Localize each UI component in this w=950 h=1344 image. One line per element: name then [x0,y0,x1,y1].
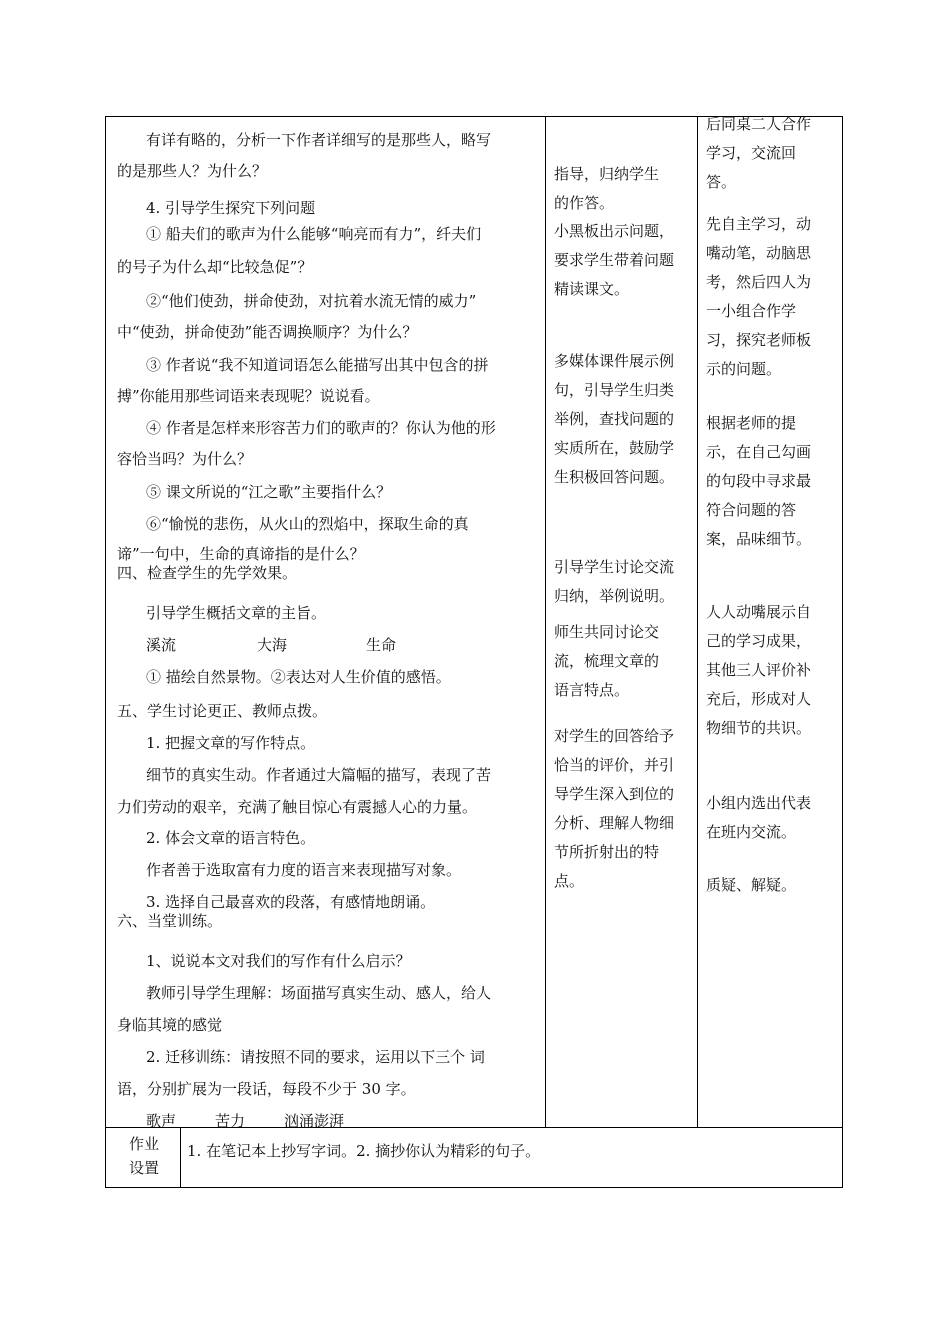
text-line: 身临其境的感觉 [117,1016,223,1034]
text-line: 答。 [706,173,737,191]
text-line: 节所折射出的特 [554,843,660,861]
text-line: ⑤ 课文所说的“江之歌”主要指什么？ [146,483,392,501]
text-line: 归纳，举例说明。 [554,587,675,605]
text-line: ②“他们使劲，拼命使劲，对抗着水流无情的威力” [146,292,477,310]
homework-label-divider [180,1127,181,1188]
teacher-block [554,722,690,896]
homework-label-line: 设置 [128,1159,159,1177]
teacher-block [554,217,690,304]
text-line: 句，引导学生归类 [554,381,675,399]
text-line: 先自主学习，动 [706,215,812,233]
column-divider-1 [545,116,546,1128]
table-border-bottom [105,1187,843,1188]
text-line: 符合问题的答 [706,501,797,519]
text-line: 的是那些人？为什么？ [117,162,268,180]
text-line: 考，然后四人为 [706,273,812,291]
text-line: 一小组合作学 [706,302,797,320]
text-line: 精读课文。 [554,280,630,298]
text-line: 根据老师的提 [706,414,797,432]
text-line: 恰当的评价，并引 [554,756,675,774]
text-line: 对学生的回答给予 [554,727,675,745]
student-block [706,110,834,197]
text-line: 点。 [554,872,585,890]
text-line: 语，分别扩展为一段话，每段不少于 30 字。 [117,1080,416,1098]
text-line: 人人动嘴展示自 [706,603,812,621]
text-line: 的句段中寻求最 [706,472,812,490]
text-line: ④ 作者是怎样来形容苦力们的歌声的？你认为他的形 [146,419,496,437]
text-line: 的号子为什么却“比较急促”？ [117,258,313,276]
keyword: 歌声 [146,1112,177,1130]
text-line: 学习，交流回 [706,144,797,162]
text-line: 物细节的共识。 [706,719,812,737]
text-line: 2. 迁移训练：请按照不同的要求，运用以下三个 词 [146,1048,485,1066]
table-border-left [105,116,106,1188]
text-line: 教师引导学生理解：场面描写真实生动、感人，给人 [146,984,492,1002]
text-line: 小黑板出示问题， [554,222,675,240]
text-line: 有详有略的，分析一下作者详细写的是那些人，略写 [146,131,492,149]
text-line: 谛”一句中，生命的真谛指的是什么？ [117,545,365,563]
teacher-block [554,618,690,705]
teacher-block [554,553,690,611]
keyword: 溪流 [146,636,177,654]
text-line: ③ 作者说“我不知道词语怎么能描写出其中包含的拼 [146,356,489,374]
text-line: 的作答。 [554,194,615,212]
text-line: ⑥“愉悦的悲伤，从火山的烈焰中，探取生命的真 [146,515,469,533]
text-line: 案，品味细节。 [706,530,812,548]
text-line: 1、说说本文对我们的写作有什么启示？ [146,952,411,970]
text-line: 习，探究老师板 [706,331,812,349]
text-line: 引导学生概括文章的主旨。 [146,604,327,622]
text-line: 引导学生讨论交流 [554,558,675,576]
student-block [706,598,834,743]
text-line: 4. 引导学生探究下列问题 [146,199,316,217]
column-divider-2 [697,116,698,1128]
text-line: 导学生深入到位的 [554,785,675,803]
text-line: 生积极回答问题。 [554,468,675,486]
keyword: 生命 [366,636,397,654]
text-line: 其他三人评价补 [706,661,812,679]
section-heading: 五、学生讨论更正、教师点拨。 [117,702,328,720]
student-block [706,789,834,847]
text-line: 实质所在，鼓励学 [554,439,675,457]
homework-content: 1. 在笔记本上抄写字词。2. 摘抄你认为精彩的句子。 [187,1142,541,1160]
table-border-right [842,116,843,1188]
text-line: 搏”你能用那些词语来表现呢？说说看。 [117,387,380,405]
text-line: 示，在自己勾画 [706,443,812,461]
text-line: 己的学习成果， [706,632,812,650]
text-line: 在班内交流。 [706,823,797,841]
keyword: 苦力 [215,1112,246,1130]
text-line: 容恰当吗？为什么？ [117,450,253,468]
text-line: 中“使劲，拼命使劲”能否调换顺序？为什么？ [117,323,418,341]
text-line: 要求学生带着问题 [554,251,675,269]
teacher-block [554,160,690,218]
teacher-block [554,347,690,492]
text-line: 作者善于选取富有力度的语言来表现描写对象。 [146,861,462,879]
student-block [706,871,834,900]
section-heading: 四、检查学生的先学效果。 [117,564,298,582]
text-line: 指导，归纳学生 [554,165,660,183]
text-line: 举例，查找问题的 [554,410,675,428]
section-heading: 六、当堂训练。 [117,912,223,930]
keyword: 汹涌澎湃 [284,1112,345,1130]
homework-label [108,1132,180,1180]
text-line: 1. 把握文章的写作特点。 [146,734,316,752]
text-line: 师生共同讨论交 [554,623,660,641]
text-line: 嘴动笔，动脑思 [706,244,812,262]
text-line: 语言特点。 [554,681,630,699]
keyword: 大海 [257,636,288,654]
homework-label-line: 作业 [128,1135,159,1153]
text-line: 分析、理解人物细 [554,814,675,832]
text-line: 后同桌二人合作 [706,115,812,133]
text-line: 3. 选择自己最喜欢的段落，有感情地朗诵。 [146,893,436,911]
student-block [706,409,834,554]
text-line: 小组内选出代表 [706,794,812,812]
text-line: 多媒体课件展示例 [554,352,675,370]
text-line: 流，梳理文章的 [554,652,660,670]
text-line: ① 描绘自然景物。②表达对人生价值的感悟。 [146,668,451,686]
text-line: 2. 体会文章的语言特色。 [146,829,316,847]
student-block [706,210,834,384]
text-line: 力们劳动的艰辛，充满了触目惊心有震撼人心的力量。 [117,798,478,816]
text-line: 充后，形成对人 [706,690,812,708]
text-line: 示的问题。 [706,360,782,378]
text-line: ① 船夫们的歌声为什么能够“响亮而有力”，纤夫们 [146,225,482,243]
text-line: 细节的真实生动。作者通过大篇幅的描写，表现了苦 [146,766,492,784]
text-line: 质疑、解疑。 [706,876,797,894]
